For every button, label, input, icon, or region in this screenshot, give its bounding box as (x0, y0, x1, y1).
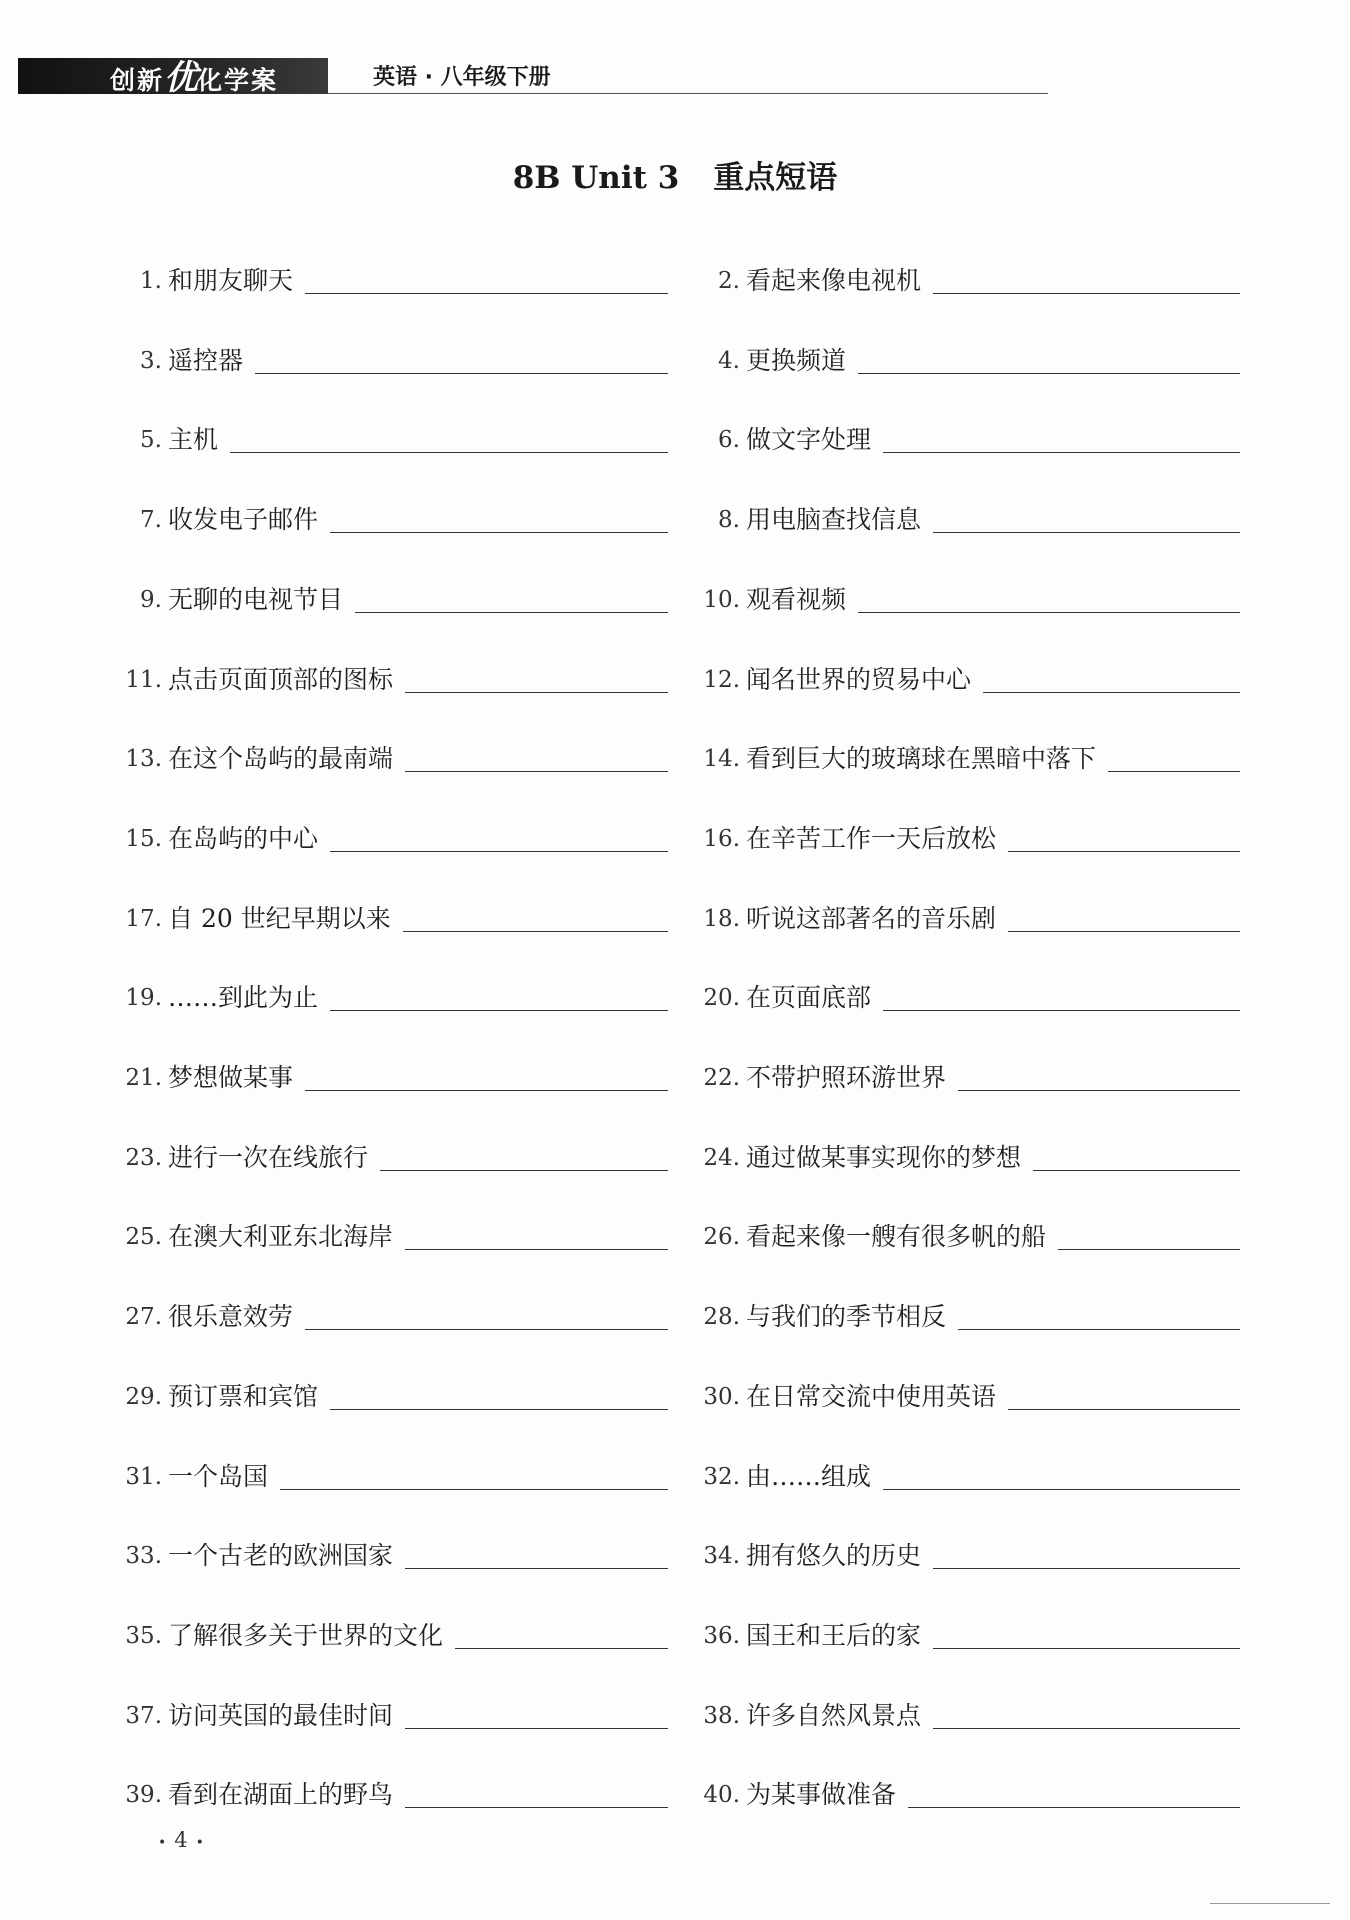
item-number: 39. (125, 1782, 162, 1809)
item-number: 27. (125, 1304, 162, 1331)
item-number: 18. (703, 905, 740, 932)
phrase-item (690, 495, 1240, 535)
phrase-item (112, 495, 668, 535)
answer-blank[interactable] (330, 1408, 668, 1410)
item-phrase: 不带护照环游世界 (746, 1063, 947, 1092)
answer-blank[interactable] (330, 850, 668, 852)
answer-blank[interactable] (958, 1328, 1240, 1330)
title-unit: 8B Unit 3 (512, 160, 680, 196)
answer-blank[interactable] (355, 611, 668, 613)
item-number: 35. (125, 1622, 162, 1649)
phrase-item (112, 1611, 668, 1651)
phrase-item (112, 1372, 668, 1412)
item-phrase: 与我们的季节相反 (746, 1302, 947, 1332)
item-number: 13. (125, 746, 162, 773)
item-phrase: 更换频道 (746, 345, 847, 375)
item-phrase: 自 20 世纪早期以来 (168, 903, 391, 933)
answer-blank[interactable] (883, 1009, 1240, 1011)
phrase-item (690, 1372, 1240, 1412)
answer-blank[interactable] (255, 372, 668, 374)
item-number: 40. (703, 1782, 740, 1809)
phrase-item (112, 256, 668, 296)
item-phrase: 在这个岛屿的最南端 (168, 744, 394, 774)
phrase-item (690, 1452, 1240, 1492)
item-number: 15. (125, 825, 162, 852)
item-number: 24. (703, 1144, 740, 1171)
answer-blank[interactable] (230, 451, 668, 453)
phrase-item (112, 1212, 668, 1252)
phrase-item (690, 1292, 1240, 1332)
phrase-item (690, 1133, 1240, 1173)
item-phrase: 预订票和宾馆 (168, 1381, 319, 1411)
item-phrase: 听说这部著名的音乐剧 (746, 903, 997, 933)
item-number: 21. (125, 1065, 162, 1091)
phrase-item (112, 1770, 668, 1810)
answer-blank[interactable] (405, 1567, 668, 1569)
item-number: 6. (718, 427, 740, 454)
item-phrase: 闻名世界的贸易中心 (746, 664, 972, 694)
answer-blank[interactable] (330, 531, 668, 533)
item-number: 38. (703, 1702, 740, 1729)
title-topic: 重点短语 (713, 160, 838, 196)
item-phrase: 用电脑查找信息 (746, 505, 922, 535)
phrase-item (690, 894, 1240, 934)
phrase-item (690, 575, 1240, 615)
phrase-item (112, 575, 668, 615)
answer-blank[interactable] (1008, 930, 1240, 932)
item-number: 3. (140, 347, 162, 374)
answer-blank[interactable] (305, 1089, 668, 1091)
item-phrase: 在页面底部 (746, 983, 872, 1013)
page-number-value: 4 (174, 1828, 188, 1852)
answer-blank[interactable] (933, 1727, 1240, 1729)
answer-blank[interactable] (1033, 1169, 1240, 1171)
item-phrase: 一个岛国 (168, 1461, 269, 1491)
item-phrase: 一个古老的欧洲国家 (168, 1541, 394, 1571)
phrase-item (690, 1531, 1240, 1571)
item-phrase: 看起来像电视机 (746, 266, 922, 295)
answer-blank[interactable] (1008, 850, 1240, 852)
answer-blank[interactable] (1108, 770, 1240, 772)
item-number: 36. (703, 1622, 740, 1649)
item-number: 26. (703, 1224, 740, 1251)
item-number: 33. (125, 1543, 162, 1570)
item-number: 23. (125, 1144, 162, 1171)
phrase-item (112, 1691, 668, 1731)
item-number: 32. (703, 1463, 740, 1490)
phrase-item (112, 814, 668, 854)
item-phrase: 很乐意效劳 (168, 1302, 294, 1332)
item-phrase: 观看视频 (746, 584, 847, 614)
answer-blank[interactable] (305, 292, 668, 294)
item-phrase: 做文字处理 (746, 425, 872, 455)
phrase-item (690, 415, 1240, 455)
phrase-item (112, 415, 668, 455)
item-phrase: 收发电子邮件 (168, 505, 319, 535)
phrase-item (112, 1292, 668, 1332)
item-phrase: 点击页面顶部的图标 (168, 664, 394, 694)
item-phrase: 国王和王后的家 (746, 1620, 922, 1650)
answer-blank[interactable] (305, 1328, 668, 1330)
item-phrase: 在岛屿的中心 (168, 823, 319, 853)
item-phrase: 在澳大利亚东北海岸 (168, 1222, 394, 1252)
item-number: 1. (140, 268, 162, 294)
phrase-item (690, 814, 1240, 854)
item-number: 30. (703, 1383, 740, 1410)
phrase-item (112, 734, 668, 774)
answer-blank[interactable] (330, 1009, 668, 1011)
answer-blank[interactable] (983, 691, 1240, 693)
item-phrase: 由……组成 (746, 1461, 872, 1491)
bottom-divider (1210, 1903, 1330, 1904)
item-number: 29. (125, 1383, 162, 1410)
answer-blank[interactable] (405, 1727, 668, 1729)
item-number: 25. (125, 1224, 162, 1251)
item-phrase: 了解很多关于世界的文化 (168, 1620, 444, 1650)
page-number: • 4 • (158, 1828, 204, 1852)
phrase-item (690, 1770, 1240, 1810)
phrase-item (690, 1053, 1240, 1093)
answer-blank[interactable] (1058, 1248, 1240, 1250)
item-number: 17. (125, 905, 162, 932)
item-phrase: 看起来像一艘有很多帆的船 (746, 1222, 1047, 1252)
item-number: 28. (703, 1304, 740, 1331)
phrase-item (112, 1053, 668, 1093)
item-number: 7. (140, 507, 162, 534)
answer-blank[interactable] (1008, 1408, 1240, 1410)
item-number: 4. (718, 347, 740, 374)
phrase-item (112, 1133, 668, 1173)
phrase-item (690, 1212, 1240, 1252)
phrase-item (690, 655, 1240, 695)
phrase-item (112, 973, 668, 1013)
answer-blank[interactable] (403, 930, 668, 932)
item-number: 14. (703, 746, 740, 773)
item-phrase: 许多自然风景点 (746, 1700, 922, 1730)
item-phrase: 在日常交流中使用英语 (746, 1381, 997, 1411)
item-phrase: 为某事做准备 (746, 1780, 897, 1810)
item-phrase: 在辛苦工作一天后放松 (746, 823, 997, 853)
phrase-item (112, 336, 668, 376)
answer-blank[interactable] (908, 1806, 1240, 1808)
item-phrase: 通过做某事实现你的梦想 (746, 1142, 1022, 1172)
phrase-item (112, 894, 668, 934)
item-number: 9. (140, 586, 162, 613)
phrase-item (112, 1531, 668, 1571)
item-phrase: 进行一次在线旅行 (168, 1142, 369, 1172)
item-phrase: ……到此为止 (168, 983, 319, 1013)
phrase-item (690, 973, 1240, 1013)
phrase-item (690, 256, 1240, 296)
item-number: 19. (125, 985, 162, 1012)
answer-blank[interactable] (405, 1806, 668, 1808)
brand-logo: 创新优化学案 (110, 58, 279, 98)
item-number: 20. (703, 985, 740, 1012)
phrase-item (690, 336, 1240, 376)
item-number: 2. (718, 268, 740, 294)
item-phrase: 主机 (168, 425, 219, 455)
answer-blank[interactable] (858, 372, 1240, 374)
item-number: 16. (703, 825, 740, 852)
item-phrase: 看到在湖面上的野鸟 (168, 1780, 394, 1810)
item-number: 31. (125, 1463, 162, 1490)
phrase-item (690, 1691, 1240, 1731)
item-number: 34. (703, 1543, 740, 1570)
item-phrase: 遥控器 (168, 345, 244, 375)
answer-blank[interactable] (933, 1647, 1240, 1649)
answer-blank[interactable] (405, 1248, 668, 1250)
phrase-item (690, 734, 1240, 774)
item-phrase: 拥有悠久的历史 (746, 1541, 922, 1571)
answer-blank[interactable] (933, 1567, 1240, 1569)
item-number: 5. (140, 427, 162, 454)
item-number: 37. (125, 1702, 162, 1729)
item-number: 10. (703, 586, 740, 613)
item-phrase: 梦想做某事 (168, 1063, 294, 1092)
answer-blank[interactable] (933, 292, 1240, 294)
answer-blank[interactable] (858, 611, 1240, 613)
answer-blank[interactable] (405, 770, 668, 772)
header-subject: 英语 · 八年级下册 (373, 65, 551, 90)
answer-blank[interactable] (933, 531, 1240, 533)
answer-blank[interactable] (380, 1169, 668, 1171)
answer-blank[interactable] (405, 691, 668, 693)
item-phrase: 和朋友聊天 (168, 266, 294, 295)
answer-blank[interactable] (455, 1647, 668, 1649)
item-phrase: 访问英国的最佳时间 (168, 1700, 394, 1730)
phrase-item (690, 1611, 1240, 1651)
item-phrase: 无聊的电视节目 (168, 584, 344, 614)
item-number: 8. (718, 507, 740, 534)
phrase-item (112, 1452, 668, 1492)
item-phrase: 看到巨大的玻璃球在黑暗中落下 (746, 744, 1097, 774)
answer-blank[interactable] (958, 1089, 1240, 1091)
item-number: 22. (703, 1065, 740, 1091)
answer-blank[interactable] (280, 1488, 668, 1490)
answer-blank[interactable] (883, 1488, 1240, 1490)
phrase-item (112, 655, 668, 695)
item-number: 12. (703, 666, 740, 693)
item-number: 11. (125, 666, 162, 693)
answer-blank[interactable] (883, 451, 1240, 453)
